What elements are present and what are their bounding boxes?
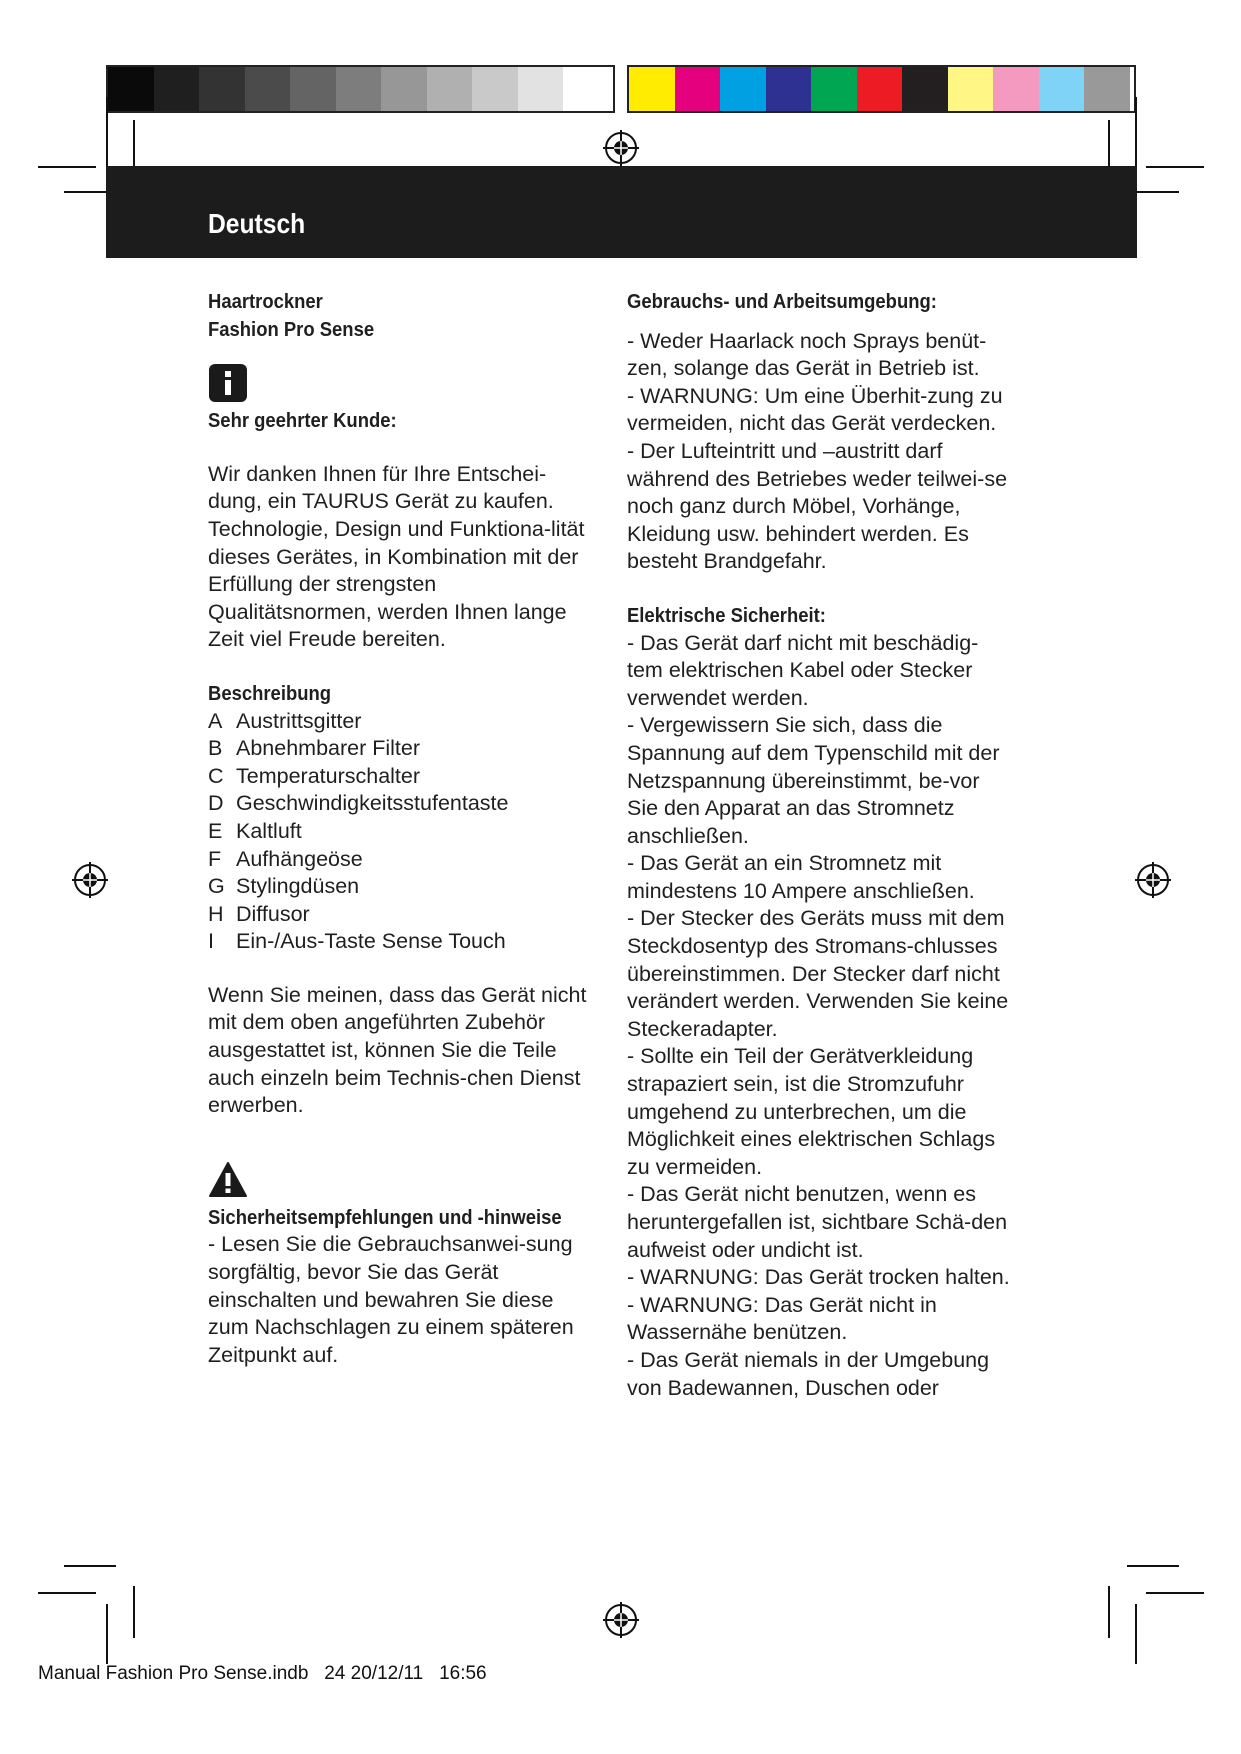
part-name: Ein-/Aus-Taste Sense Touch: [236, 929, 506, 954]
process-bar-frame: [627, 65, 1136, 113]
part-item: [208, 928, 588, 956]
part-name: Abnehmbarer Filter: [236, 736, 421, 761]
part-item: [208, 846, 588, 874]
part-letter: I: [208, 929, 214, 954]
right-column: [627, 288, 1012, 1402]
slug-file: Manual Fashion Pro Sense.indb: [38, 1663, 309, 1684]
info-icon: [208, 363, 248, 403]
electrical-item: - WARNUNG: Das Gerät nicht in Wassernähe benützen.: [627, 1292, 937, 1345]
left-column: [208, 288, 588, 1369]
warning-icon: [208, 1160, 248, 1200]
part-item: [208, 790, 588, 818]
part-name: Diffusor: [236, 901, 310, 926]
electrical-item: - Das Gerät niemals in der Umgebung von Badewannen, Duschen oder: [627, 1347, 990, 1400]
part-item: [208, 763, 588, 791]
electrical-heading: Elektrische Sicherheit:: [627, 603, 826, 627]
product-name: Fashion Pro Sense: [208, 317, 375, 341]
print-slug: [38, 1663, 487, 1685]
part-item: [208, 708, 588, 736]
part-name: Aufhängeöse: [236, 846, 363, 871]
registration-mark-icon: [601, 128, 641, 168]
electrical-item: - Vergewissern Sie sich, dass die Spannung auf dem Typenschild mit der Netzspannung übereinstimmt, be-vor Sie den Apparat an das Stromnetz anschließen.: [627, 713, 1000, 848]
environment-item: - Der Lufteintritt und –austritt darf während des Betriebes weder teilwei-se noch ganz durch Möbel, Vorhänge, Kleidung usw. behindert werden. Es besteht Brandgefahr.: [627, 438, 1008, 574]
electrical-item: - Der Stecker des Geräts muss mit dem Steckdosentyp des Stromans-chlusses übereinstimmen. Der Stecker darf nicht verändert werden. Verwenden Sie keine Steckeradapter.: [627, 906, 1009, 1041]
description-heading: Beschreibung: [208, 681, 332, 705]
electrical-item: - Sollte ein Teil der Gerätverkleidung strapaziert sein, ist die Stromzufuhr umgehend zu unterbrechen, um die Möglichkeit eines elektrischen Schlags zu vermeiden.: [627, 1044, 996, 1179]
parts-list: [208, 708, 588, 956]
part-name: Kaltluft: [236, 818, 302, 843]
part-name: Stylingdüsen: [236, 874, 360, 899]
environment-item: - Weder Haarlack noch Sprays benüt-zen, solange das Gerät in Betrieb ist.: [627, 328, 987, 381]
part-letter: A: [208, 708, 223, 733]
part-letter: G: [208, 874, 225, 899]
intro-paragraph: Wir danken Ihnen für Ihre Entschei-dung, ein TAURUS Gerät zu kaufen. Technologie, Design und Funktiona-lität dieses Gerätes, in Kombination mit der Erfüllung der strengsten Qualitätsnormen, werden Ihnen lange Zeit viel Freude bereiten.: [208, 461, 585, 652]
product-category: Haartrockner: [208, 290, 323, 313]
part-letter: C: [208, 763, 224, 788]
part-letter: D: [208, 791, 224, 816]
safety-paragraph: - Lesen Sie die Gebrauchsanwei-sung sorgfältig, bevor Sie das Gerät einschalten und bewahren Sie diese zum Nachschlagen zu einem späteren Zeitpunkt auf.: [208, 1232, 574, 1367]
part-name: Austrittsgitter: [236, 708, 362, 733]
electrical-item: - Das Gerät darf nicht mit beschädig-tem elektrischen Kabel oder Stecker verwendet werden.: [627, 630, 979, 710]
electrical-item: - Das Gerät nicht benutzen, wenn es heruntergefallen ist, sichtbare Schä-den aufweist oder undicht ist.: [627, 1182, 1008, 1262]
part-item: [208, 818, 588, 846]
part-item: [208, 873, 588, 901]
part-name: Geschwindigkeitsstufentaste: [236, 791, 509, 816]
safety-heading: Sicherheitsempfehlungen und -hinweise: [208, 1205, 562, 1229]
part-letter: E: [208, 818, 223, 843]
registration-mark-icon: [70, 860, 110, 900]
part-item: [208, 901, 588, 929]
registration-mark-icon: [1133, 860, 1173, 900]
slug-page: 24: [324, 1663, 346, 1684]
environment-item: - WARNUNG: Um eine Überhit-zung zu vermeiden, nicht das Gerät verdecken.: [627, 383, 1003, 436]
greeting-heading: Sehr geehrter Kunde:: [208, 409, 397, 433]
environment-heading: Gebrauchs- und Arbeitsumgebung:: [627, 290, 937, 313]
part-letter: F: [208, 846, 222, 871]
slug-date: 20/12/11: [350, 1663, 424, 1684]
electrical-item: - Das Gerät an ein Stromnetz mit mindestens 10 Ampere anschließen.: [627, 851, 975, 903]
language-title: Deutsch: [208, 208, 306, 239]
gray-bar-frame: [106, 65, 615, 113]
environment-list: [627, 328, 1012, 576]
part-item: [208, 735, 588, 763]
part-name: Temperaturschalter: [236, 763, 421, 788]
part-letter: H: [208, 901, 224, 926]
part-letter: B: [208, 736, 223, 761]
registration-mark-icon: [601, 1600, 641, 1640]
electrical-item: - WARNUNG: Das Gerät trocken halten.: [627, 1265, 1010, 1290]
electrical-list: [627, 630, 1012, 1403]
accessories-paragraph: Wenn Sie meinen, dass das Gerät nicht mit dem oben angeführten Zubehör ausgestattet ist, können Sie die Teile auch einzeln beim Technis-chen Dienst erwerben.: [208, 982, 587, 1118]
slug-time: 16:56: [439, 1663, 487, 1684]
